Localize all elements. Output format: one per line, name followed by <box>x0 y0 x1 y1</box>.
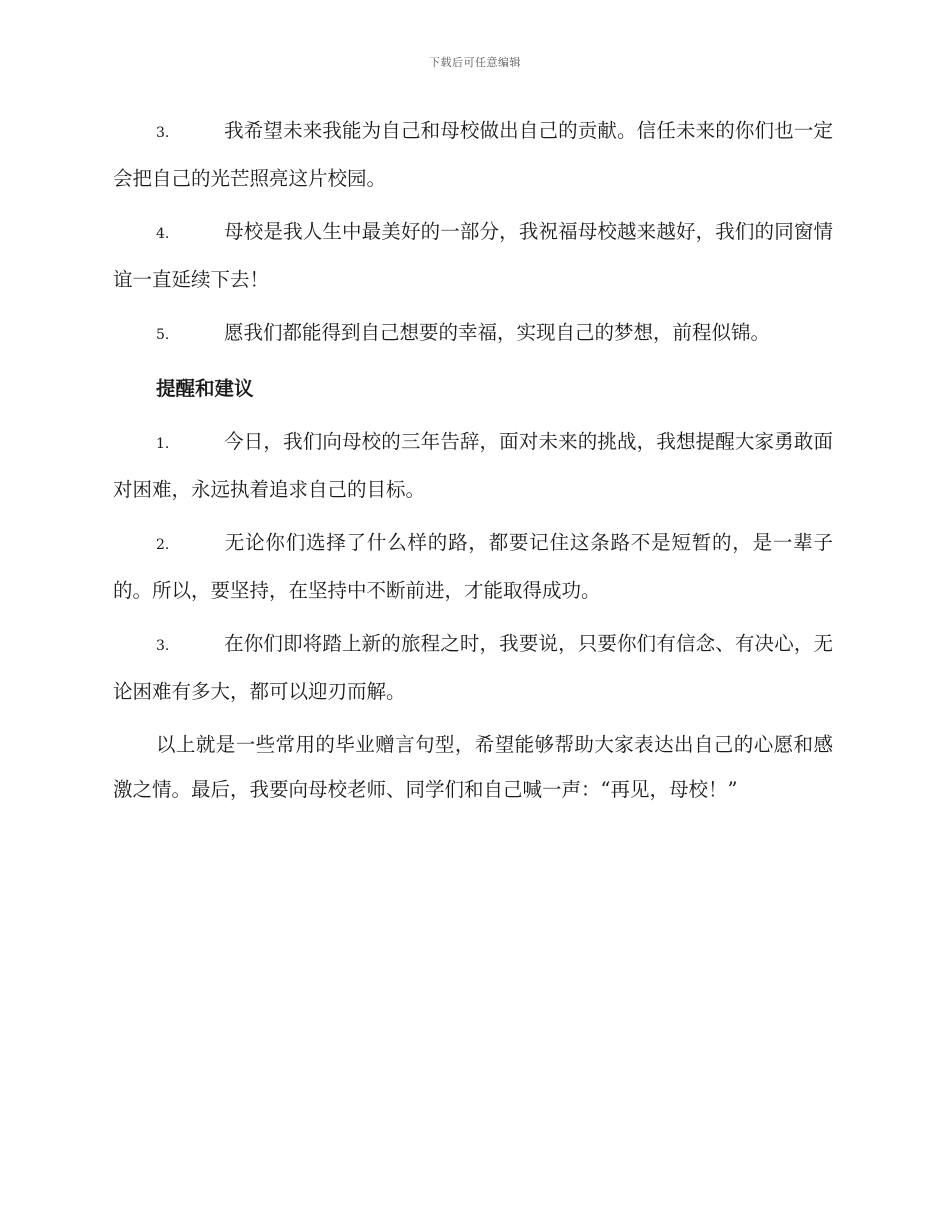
item-text: 我希望未来我能为自己和母校做出自己的贡献。信任未来的你们也一定会把自己的光芒照亮这片校园。 <box>113 119 833 190</box>
item-number: 3. <box>156 638 170 654</box>
list-item <box>113 310 833 358</box>
item-number: 4. <box>156 226 170 242</box>
list-item <box>113 419 833 512</box>
list-item <box>113 621 833 714</box>
item-number: 1. <box>156 436 170 452</box>
item-number: 3. <box>156 125 170 141</box>
section-heading: 提醒和建议 <box>156 377 254 400</box>
item-text: 在你们即将踏上新的旅程之时，我要说，只要你们有信念、有决心，无论困难有多大，都可以迎刃而解。 <box>113 632 833 703</box>
list-item <box>113 520 833 613</box>
item-number: 5. <box>156 327 170 343</box>
item-text: 今日，我们向母校的三年告辞，面对未来的挑战，我想提醒大家勇敢面对困难，永远执着追求自己的目标。 <box>113 430 833 501</box>
item-text: 母校是我人生中最美好的一部分，我祝福母校越来越好，我们的同窗情谊一直延续下去！ <box>113 220 833 291</box>
item-number: 2. <box>156 537 170 553</box>
list-item <box>113 108 833 201</box>
list-item <box>113 209 833 302</box>
document-body <box>113 108 833 820</box>
closing-paragraph: 以上就是一些常用的毕业赠言句型，希望能够帮助大家表达出自己的心愿和感激之情。最后，我要向母校老师、同学们和自己喊一声：“再见，母校！” <box>113 733 833 801</box>
page-header: 下载后可任意编辑 <box>429 56 521 69</box>
item-text: 无论你们选择了什么样的路，都要记住这条路不是短暂的，是一辈子的。所以，要坚持，在坚持中不断前进，才能取得成功。 <box>113 531 833 602</box>
item-text: 愿我们都能得到自己想要的幸福，实现自己的梦想，前程似锦。 <box>224 321 771 344</box>
